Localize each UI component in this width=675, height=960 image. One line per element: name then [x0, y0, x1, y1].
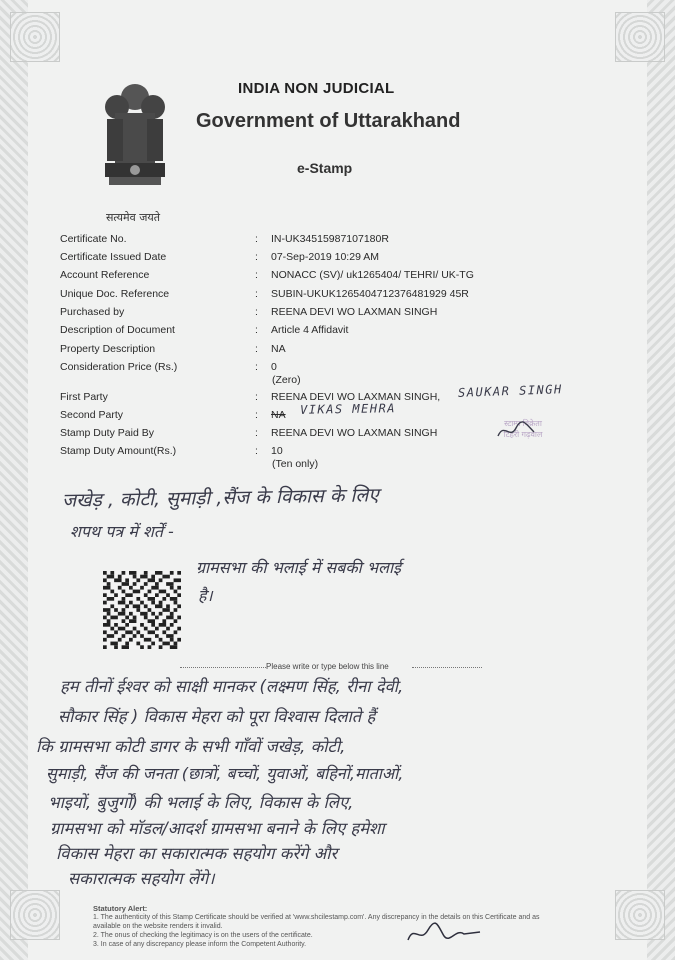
signature-icon	[496, 420, 536, 442]
alert-line: 1. The authenticity of this Stamp Certificate should be verified at 'www.shcilestamp.com'. Any discrepancy in the details on this Certificate and as	[93, 914, 540, 921]
qr-code	[100, 571, 184, 649]
field-value: NA	[271, 343, 286, 355]
field-label: Stamp Duty Paid By	[60, 427, 154, 439]
field-description: Description of Document : Article 4 Affidavit	[60, 324, 349, 336]
corner-pattern	[615, 12, 665, 62]
corner-pattern	[615, 890, 665, 940]
field-label: Certificate No.	[60, 233, 127, 245]
field-label: Certificate Issued Date	[60, 251, 167, 263]
field-value: REENA DEVI WO LAXMAN SINGH	[271, 427, 438, 439]
field-unique-doc-reference: Unique Doc. Reference : SUBIN-UKUK1265404712376481929 45R	[60, 288, 469, 300]
field-first-party: First Party : REENA DEVI WO LAXMAN SINGH,	[60, 391, 441, 403]
divider-instruction: Please write or type below this line	[266, 662, 389, 671]
estamp-label: e-Stamp	[297, 160, 353, 176]
national-emblem-icon	[95, 75, 175, 205]
field-value: 07-Sep-2019 10:29 AM	[271, 251, 379, 263]
handwritten-motto: ग्रामसभा की भलाई में सबकी भलाई	[196, 558, 401, 577]
field-label: Second Party	[60, 409, 124, 421]
field-label: Consideration Price (Rs.)	[60, 361, 178, 373]
field-value: SUBIN-UKUK1265404712376481929 45R	[271, 288, 469, 300]
corner-pattern	[10, 890, 60, 940]
field-stamp-duty-paid-by: Stamp Duty Paid By : REENA DEVI WO LAXMAN SINGH	[60, 427, 438, 439]
emblem-caption: सत्यमेव जयते	[106, 211, 161, 224]
document-type: INDIA NON JUDICIAL	[238, 80, 395, 97]
right-security-border	[647, 0, 675, 960]
handwritten-line: विकास मेहरा का सकारात्मक सहयोग करेंगे और	[56, 844, 338, 863]
field-account-reference: Account Reference : NONACC (SV)/ uk1265404/ TEHRI/ UK-TG	[60, 269, 474, 281]
handwritten-heading: जखेड़ , कोटी, सुमाड़ी ,सैंज के विकास के लिए	[61, 484, 379, 512]
field-issued-date: Certificate Issued Date : 07-Sep-2019 10:29 AM	[60, 251, 379, 263]
handwritten-line: सौकार सिंह ) विकास मेहरा को पूरा विश्वास दिलाते हैं	[58, 707, 376, 726]
field-value: NONACC (SV)/ uk1265404/ TEHRI/ UK-TG	[271, 269, 474, 281]
field-value: REENA DEVI WO LAXMAN SINGH,	[271, 391, 441, 403]
field-consideration-price: Consideration Price (Rs.) : 0	[60, 361, 277, 373]
field-label: Unique Doc. Reference	[60, 288, 170, 300]
handwritten-second-party: VIKAS MEHRA	[299, 401, 397, 417]
consideration-words: (Zero)	[272, 374, 301, 386]
field-label: Purchased by	[60, 306, 125, 318]
handwritten-line: सुमाड़ी, सैंज की जनता (छात्रों, बच्चों, युवाओं, बहिनों,माताओं,	[46, 764, 404, 783]
handwritten-line: सकारात्मक सहयोग लेंगे।	[68, 869, 215, 888]
divider-line	[180, 667, 266, 668]
field-label: Description of Document	[60, 324, 175, 336]
handwritten-line: ग्रामसभा को मॉडल/आदर्श ग्रामसभा बनाने के लिए हमेशा	[50, 819, 385, 838]
field-second-party: Second Party : NA	[60, 409, 286, 421]
corner-pattern	[10, 12, 60, 62]
left-security-border	[0, 0, 28, 960]
field-label: First Party	[60, 391, 108, 403]
field-value: 10	[271, 445, 283, 457]
handwritten-first-party: SAUKAR SINGH	[457, 382, 563, 400]
handwritten-motto-end: है।	[198, 586, 213, 605]
handwritten-heading-2: शपथ पत्र में शर्तें -	[70, 522, 174, 541]
handwritten-line: हम तीनों ईश्वर को साक्षी मानकर (लक्ष्मण सिंह, रीना देवी,	[60, 677, 404, 696]
alert-line: 2. The onus of checking the legitimacy is on the users of the certificate.	[93, 932, 313, 939]
alert-line: 3. In case of any discrepancy please inform the Competent Authority.	[93, 941, 307, 948]
seal-text: स्टाम्प विक्रेता	[504, 419, 542, 428]
statutory-alert	[93, 904, 573, 949]
field-value: Article 4 Affidavit	[271, 324, 349, 336]
field-value: NA	[271, 409, 286, 421]
seal-text: टिहरी गढ़वाल	[503, 430, 543, 439]
field-label: Stamp Duty Amount(Rs.)	[60, 445, 177, 457]
handwritten-line: कि ग्रामसभा कोटी डागर के सभी गाँवों जखेड़, कोटी,	[36, 737, 346, 756]
handwritten-line: भाइयों, बुजुर्गों) की भलाई के लिए, विकास के लिए,	[48, 793, 354, 812]
government-title: Government of Uttarakhand	[196, 110, 461, 132]
alert-line: available on the website renders it invalid.	[93, 923, 223, 930]
field-purchased-by: Purchased by : REENA DEVI WO LAXMAN SINGH	[60, 306, 438, 318]
field-value: IN-UK34515987107180R	[271, 233, 389, 245]
field-property-description: Property Description : NA	[60, 343, 286, 355]
field-label: Account Reference	[60, 269, 150, 281]
field-value: 0	[271, 361, 277, 373]
field-label: Property Description	[60, 343, 156, 355]
field-stamp-duty-amount: Stamp Duty Amount(Rs.) : 10	[60, 445, 283, 457]
signature-icon	[404, 920, 484, 948]
alert-title: Statutory Alert:	[93, 904, 148, 913]
field-value: REENA DEVI WO LAXMAN SINGH	[271, 306, 438, 318]
divider-line	[412, 667, 482, 668]
field-certificate-no: Certificate No. : IN-UK34515987107180R	[60, 233, 389, 245]
amount-words: (Ten only)	[272, 458, 319, 470]
